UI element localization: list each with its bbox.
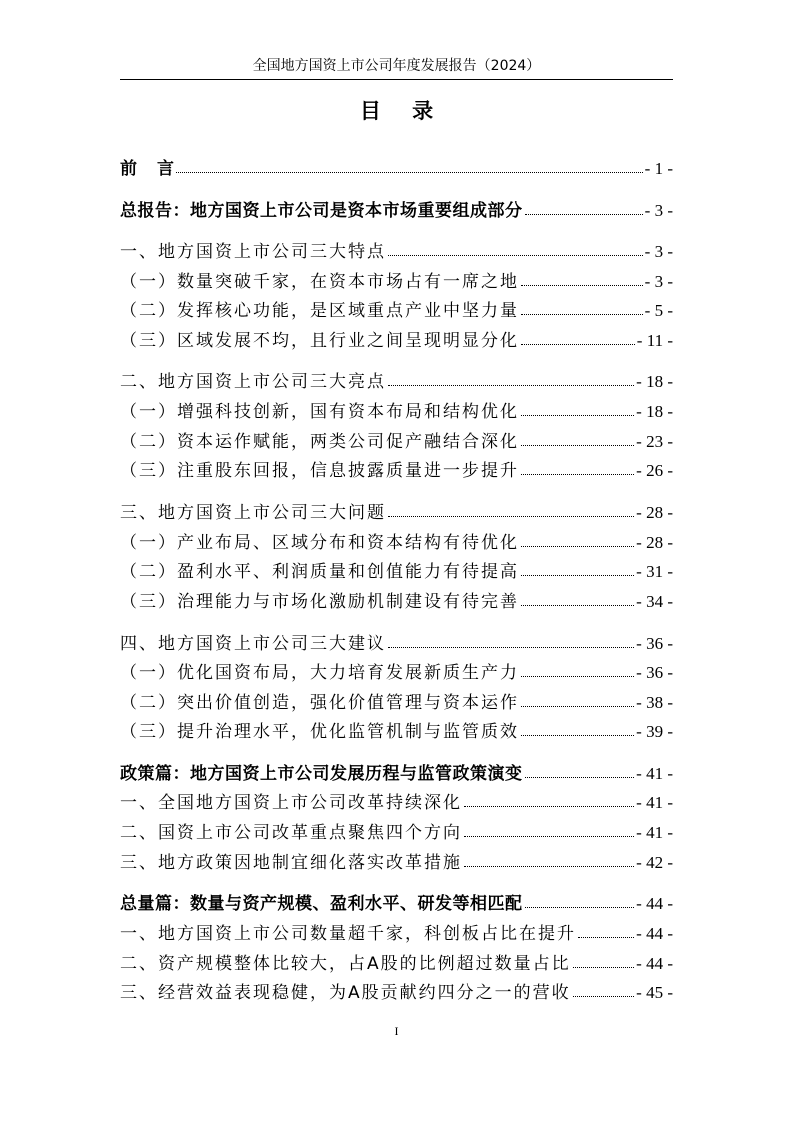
toc-entry-title: 二、国资上市公司改革重点聚焦四个方向	[120, 823, 462, 843]
toc-entry-subsection[interactable]	[120, 660, 673, 686]
toc-entry-page: - 45 -	[636, 983, 673, 1002]
toc-entry-page: - 41 -	[636, 764, 673, 783]
toc-entry-title: （一）数量突破千家，在资本市场占有一席之地	[120, 272, 519, 292]
toc-entry-subsection[interactable]	[120, 589, 673, 615]
running-header: 全国地方国资上市公司年度发展报告（2024）	[252, 58, 541, 74]
toc-entry-page: - 36 -	[636, 663, 673, 682]
dot-leader	[388, 249, 643, 256]
toc-entry-title: 四、地方国资上市公司三大建议	[120, 634, 386, 654]
toc-entry-page: - 44 -	[636, 894, 673, 913]
dot-leader	[525, 771, 635, 778]
toc-entry-page: - 41 -	[636, 823, 673, 842]
dot-leader	[578, 931, 634, 938]
toc-entry-title: （三）提升治理水平，优化监管机制与监管质效	[120, 722, 519, 742]
toc-entry-title: （二）突出价值创造，强化价值管理与资本运作	[120, 693, 519, 713]
toc-entry-title: 三、地方政策因地制宜细化落实改革措施	[120, 853, 462, 873]
toc-entry-page: - 1 -	[644, 159, 673, 178]
toc-entry-title: 一、全国地方国资上市公司改革持续深化	[120, 793, 462, 813]
dot-leader	[521, 308, 643, 315]
dot-leader	[464, 860, 634, 867]
toc-entry-subsection[interactable]	[120, 458, 673, 484]
dot-leader	[388, 641, 634, 648]
dot-leader	[521, 569, 634, 576]
toc-entry-page: - 26 -	[636, 461, 673, 480]
toc-entry-section[interactable]	[120, 631, 673, 657]
toc-entry-page: - 41 -	[636, 793, 673, 812]
toc-entry-title: （二）资本运作赋能，两类公司促产融结合深化	[120, 432, 519, 452]
toc-entry-preface[interactable]	[120, 156, 673, 182]
toc-entry-section[interactable]	[120, 980, 673, 1006]
toc-entry-title: 政策篇：地方国资上市公司发展历程与监管政策演变	[120, 764, 523, 784]
toc-entry-page: - 31 -	[636, 562, 673, 581]
toc-entry-page: - 28 -	[636, 533, 673, 552]
dot-leader	[521, 409, 634, 416]
toc-entry-page: - 5 -	[644, 301, 673, 320]
dot-leader	[464, 800, 634, 807]
toc-entry-section[interactable]	[120, 239, 673, 265]
toc-entry-part[interactable]	[120, 891, 673, 917]
toc-entry-page: - 3 -	[644, 272, 673, 291]
toc-entry-subsection[interactable]	[120, 328, 673, 354]
dot-leader	[521, 599, 634, 606]
toc-entry-subsection[interactable]	[120, 429, 673, 455]
toc-entry-subsection[interactable]	[120, 719, 673, 745]
dot-leader	[521, 439, 634, 446]
dot-leader	[573, 961, 635, 968]
toc-entry-page: - 3 -	[644, 201, 673, 220]
toc-entry-title: （二）盈利水平、利润质量和创值能力有待提高	[120, 562, 519, 582]
toc-entry-page: - 23 -	[636, 432, 673, 451]
toc-entry-title: 三、经营效益表现稳健，为A股贡献约四分之一的营收	[120, 983, 571, 1003]
toc-entry-page: - 36 -	[636, 634, 673, 653]
toc-entry-section[interactable]	[120, 850, 673, 876]
toc-entry-subsection[interactable]	[120, 690, 673, 716]
toc-entry-title: （一）增强科技创新，国有资本布局和结构优化	[120, 402, 519, 422]
dot-leader	[521, 729, 634, 736]
dot-leader	[176, 166, 643, 173]
toc-entry-title: 二、地方国资上市公司三大亮点	[120, 372, 386, 392]
toc-entry-section[interactable]	[120, 369, 673, 395]
dot-leader	[464, 830, 634, 837]
toc-entry-title: 三、地方国资上市公司三大问题	[120, 503, 386, 523]
toc-entry-page: - 28 -	[636, 503, 673, 522]
toc-entry-section[interactable]	[120, 921, 673, 947]
toc-entry-title: （一）优化国资布局，大力培育发展新质生产力	[120, 663, 519, 683]
dot-leader	[525, 901, 635, 908]
toc-entry-page: - 42 -	[636, 853, 673, 872]
toc-entry-subsection[interactable]	[120, 269, 673, 295]
toc-entry-title: （三）注重股东回报，信息披露质量进一步提升	[120, 461, 519, 481]
toc-entry-subsection[interactable]	[120, 399, 673, 425]
toc-entry-title: 前 言	[120, 159, 174, 179]
toc-entry-section[interactable]	[120, 500, 673, 526]
toc-entry-part[interactable]	[120, 761, 673, 787]
toc-entry-page: - 11 -	[636, 331, 673, 350]
toc-entry-part[interactable]	[120, 198, 673, 224]
page-title: 目 录	[359, 99, 446, 123]
toc-entry-title: （二）发挥核心功能，是区域重点产业中坚力量	[120, 301, 519, 321]
dot-leader	[521, 468, 634, 475]
toc-entry-page: - 44 -	[636, 954, 673, 973]
dot-leader	[521, 700, 634, 707]
dot-leader	[388, 379, 634, 386]
toc-entry-page: - 39 -	[636, 722, 673, 741]
dot-leader	[573, 990, 635, 997]
toc-entry-title: 一、地方国资上市公司三大特点	[120, 242, 386, 262]
toc-entry-subsection[interactable]	[120, 298, 673, 324]
dot-leader	[521, 540, 634, 547]
dot-leader	[525, 208, 643, 215]
toc-entry-section[interactable]	[120, 820, 673, 846]
toc-entry-page: - 3 -	[644, 242, 673, 261]
toc-entry-page: - 18 -	[636, 402, 673, 421]
toc-entry-page: - 18 -	[636, 372, 673, 391]
toc-entry-title: 总量篇：数量与资产规模、盈利水平、研发等相匹配	[120, 894, 523, 914]
dot-leader	[388, 510, 634, 517]
toc-entry-page: - 34 -	[636, 592, 673, 611]
toc-entry-title: （三）区域发展不均，且行业之间呈现明显分化	[120, 331, 519, 351]
dot-leader	[521, 338, 635, 345]
toc-entry-section[interactable]	[120, 951, 673, 977]
toc-entry-section[interactable]	[120, 790, 673, 816]
toc-entry-subsection[interactable]	[120, 530, 673, 556]
toc-entry-title: 一、地方国资上市公司数量超千家，科创板占比在提升	[120, 924, 576, 944]
toc-entry-page: - 44 -	[636, 924, 673, 943]
toc-entry-title: （一）产业布局、区域分布和资本结构有待优化	[120, 533, 519, 553]
dot-leader	[521, 670, 634, 677]
toc-entry-page: - 38 -	[636, 693, 673, 712]
header-rule	[120, 79, 673, 80]
dot-leader	[521, 279, 643, 286]
toc-entry-title: （三）治理能力与市场化激励机制建设有待完善	[120, 592, 519, 612]
toc-entry-title: 总报告：地方国资上市公司是资本市场重要组成部分	[120, 201, 523, 221]
page-number-marker: I	[394, 1024, 399, 1038]
toc-entry-subsection[interactable]	[120, 559, 673, 585]
toc-entry-title: 二、资产规模整体比较大，占A股的比例超过数量占比	[120, 954, 571, 974]
